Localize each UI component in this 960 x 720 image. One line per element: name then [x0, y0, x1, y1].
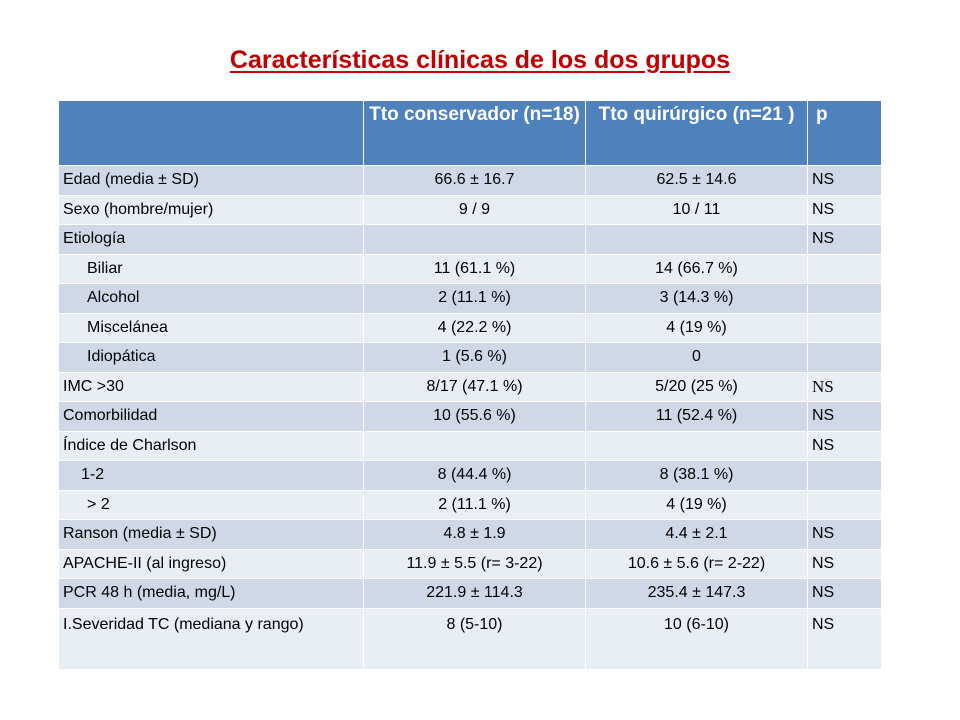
cell-conservador: 8/17 (47.1 %): [364, 372, 586, 402]
cell-p: NS: [808, 372, 882, 402]
cell-conservador: 1 (5.6 %): [364, 343, 586, 373]
row-label: Miscelánea: [59, 313, 364, 343]
cell-quirurgico: 10 (6-10): [586, 608, 808, 669]
slide-title: Características clínicas de los dos grupos: [229, 46, 731, 74]
row-label: Ranson (media ± SD): [59, 520, 364, 550]
cell-p: NS: [808, 195, 882, 225]
row-label: Edad (media ± SD): [59, 166, 364, 196]
cell-quirurgico: 11 (52.4 %): [586, 402, 808, 432]
cell-p: [808, 461, 882, 491]
row-label: PCR 48 h (media, mg/L): [59, 579, 364, 609]
cell-conservador: 8 (44.4 %): [364, 461, 586, 491]
cell-conservador: 2 (11.1 %): [364, 490, 586, 520]
cell-quirurgico: 5/20 (25 %): [586, 372, 808, 402]
row-label: Sexo (hombre/mujer): [59, 195, 364, 225]
row-label: Comorbilidad: [59, 402, 364, 432]
table-row: [59, 254, 882, 284]
table-row: [59, 520, 882, 550]
row-label: 1-2: [59, 461, 364, 491]
cell-quirurgico: [586, 431, 808, 461]
cell-p: NS: [808, 225, 882, 255]
cell-p: NS: [808, 402, 882, 432]
cell-conservador: 66.6 ± 16.7: [364, 166, 586, 196]
row-label: Alcohol: [59, 284, 364, 314]
table-row: [59, 343, 882, 373]
cell-quirurgico: 8 (38.1 %): [586, 461, 808, 491]
cell-quirurgico: 14 (66.7 %): [586, 254, 808, 284]
cell-conservador: 2 (11.1 %): [364, 284, 586, 314]
cell-quirurgico: 4 (19 %): [586, 313, 808, 343]
cell-p: NS: [808, 431, 882, 461]
cell-conservador: 11.9 ± 5.5 (r= 3-22): [364, 549, 586, 579]
table-row: [59, 579, 882, 609]
table-row: [59, 313, 882, 343]
cell-conservador: [364, 225, 586, 255]
cell-quirurgico: 10 / 11: [586, 195, 808, 225]
row-label: IMC >30: [59, 372, 364, 402]
cell-quirurgico: 0: [586, 343, 808, 373]
cell-conservador: 4.8 ± 1.9: [364, 520, 586, 550]
row-label: Biliar: [59, 254, 364, 284]
table-row: [59, 461, 882, 491]
cell-quirurgico: 10.6 ± 5.6 (r= 2-22): [586, 549, 808, 579]
cell-p: NS: [808, 579, 882, 609]
row-label: Idiopática: [59, 343, 364, 373]
cell-quirurgico: 62.5 ± 14.6: [586, 166, 808, 196]
cell-p: [808, 313, 882, 343]
cell-p: [808, 254, 882, 284]
cell-quirurgico: 4 (19 %): [586, 490, 808, 520]
header-blank: [59, 101, 364, 166]
cell-p: [808, 284, 882, 314]
table-row: [59, 166, 882, 196]
cell-conservador: 9 / 9: [364, 195, 586, 225]
cell-p: NS: [808, 520, 882, 550]
table-row: [59, 608, 882, 669]
cell-quirurgico: 3 (14.3 %): [586, 284, 808, 314]
cell-conservador: 4 (22.2 %): [364, 313, 586, 343]
cell-p: NS: [808, 608, 882, 669]
table-row: [59, 549, 882, 579]
cell-conservador: 8 (5-10): [364, 608, 586, 669]
table-row: [59, 284, 882, 314]
cell-conservador: 11 (61.1 %): [364, 254, 586, 284]
cell-p: NS: [808, 549, 882, 579]
cell-quirurgico: [586, 225, 808, 255]
row-label: > 2: [59, 490, 364, 520]
characteristics-table: [58, 100, 882, 670]
table-row: [59, 490, 882, 520]
cell-p: NS: [808, 166, 882, 196]
cell-conservador: 221.9 ± 114.3: [364, 579, 586, 609]
table-row: [59, 195, 882, 225]
table-row: [59, 372, 882, 402]
cell-conservador: [364, 431, 586, 461]
cell-p: [808, 343, 882, 373]
header-row: [59, 101, 882, 166]
header-quirurgico: Tto quirúrgico (n=21 ): [586, 101, 808, 166]
table-row: [59, 431, 882, 461]
cell-quirurgico: 235.4 ± 147.3: [586, 579, 808, 609]
cell-p: [808, 490, 882, 520]
row-label: Etiología: [59, 225, 364, 255]
cell-conservador: 10 (55.6 %): [364, 402, 586, 432]
cell-quirurgico: 4.4 ± 2.1: [586, 520, 808, 550]
header-conservador: Tto conservador (n=18): [364, 101, 586, 166]
table-row: [59, 402, 882, 432]
row-label: Índice de Charlson: [59, 431, 364, 461]
table-row: [59, 225, 882, 255]
header-p: p: [808, 101, 882, 166]
row-label: APACHE-II (al ingreso): [59, 549, 364, 579]
row-label: I.Severidad TC (mediana y rango): [59, 608, 364, 669]
